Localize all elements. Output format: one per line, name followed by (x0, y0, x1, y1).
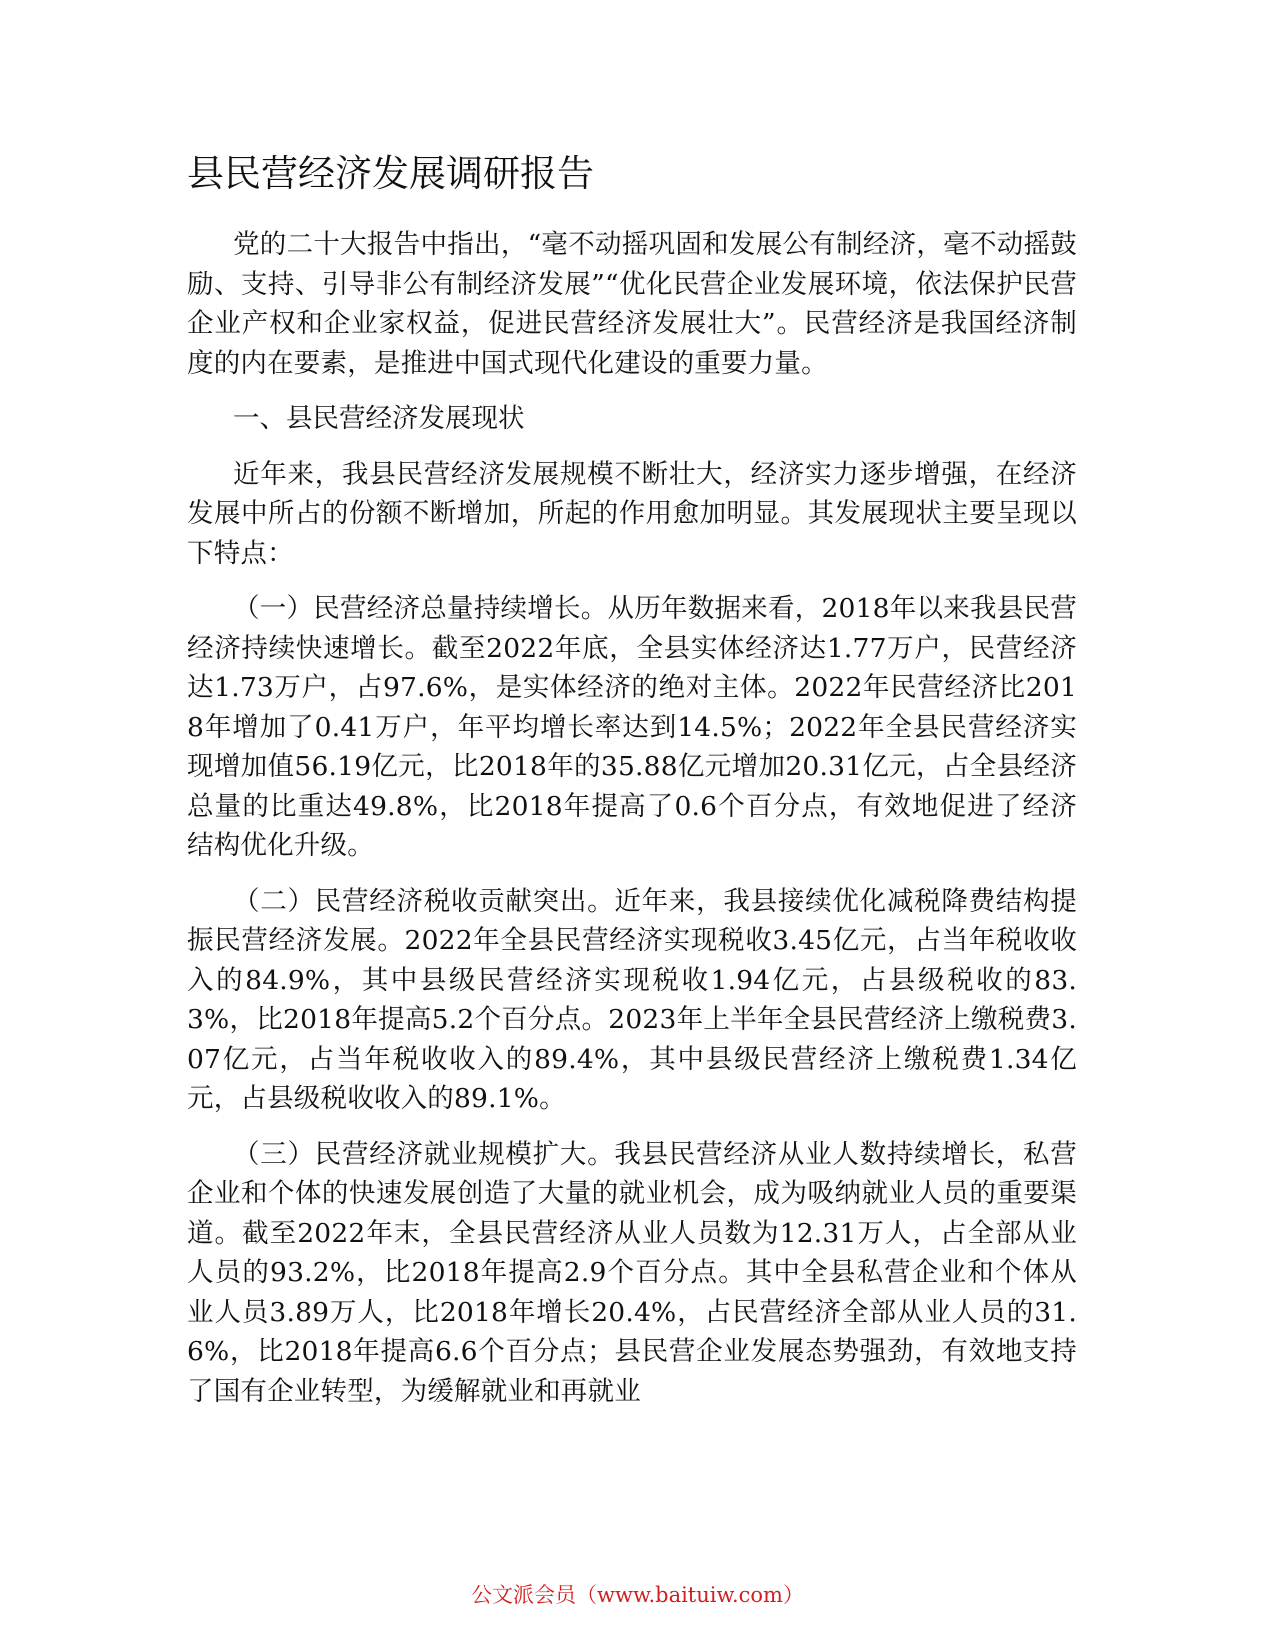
footer-watermark: 公文派会员（www.baituiw.com） (471, 1583, 804, 1607)
paragraph-intro: 党的二十大报告中指出，“毫不动摇巩固和发展公有制经济，毫不动摇鼓励、支持、引导非公有制经济发展”“优化民营企业发展环境，依法保护民营企业产权和企业家权益，促进民营经济发展壮大”。民营经济是我国经济制度的内在要素，是推进中国式现代化建设的重要力量。 (187, 229, 1077, 379)
document-title: 县民营经济发展调研报告 (187, 152, 594, 195)
paragraph-overview: 近年来，我县民营经济发展规模不断壮大，经济实力逐步增强，在经济发展中所占的份额不断增加，所起的作用愈加明显。其发展现状主要呈现以下特点： (187, 458, 1077, 569)
paragraph-point-3: （三）民营经济就业规模扩大。我县民营经济从业人数持续增长，私营企业和个体的快速发展创造了大量的就业机会，成为吸纳就业人员的重要渠道。截至2022年末，全县民营经济从业人员数为12.31万人，占全部从业人员的93.2%，比2018年提高2.9个百分点。其中全县私营企业和个体从业人员3.89万人，比2018年增长20.4%，占民营经济全部从业人员的31.6%，比2018年提高6.6个百分点；县民营企业发展态势强劲，有效地支持了国有企业转型，为缓解就业和再就业 (187, 1138, 1077, 1407)
document-body (187, 225, 1077, 1427)
paragraph-point-1: （一）民营经济总量持续增长。从历年数据来看，2018年以来我县民营经济持续快速增长。截至2022年底，全县实体经济达1.77万户，民营经济达1.73万户，占97.6%，是实体经济的绝对主体。2022年民营经济比2018年增加了0.41万户，年平均增长率达到14.5%；2022年全县民营经济实现增加值56.19亿元，比2018年的35.88亿元增加20.31亿元，占全县经济总量的比重达49.8%，比2018年提高了0.6个百分点，有效地促进了经济结构优化升级。 (187, 593, 1077, 861)
section-heading: 一、县民营经济发展现状 (233, 403, 525, 434)
paragraph-point-2: （二）民营经济税收贡献突出。近年来，我县接续优化减税降费结构提振民营经济发展。2022年全县民营经济实现税收3.45亿元，占当年税收收入的84.9%，其中县级民营经济实现税收1.94亿元，占县级税收的83.3%，比2018年提高5.2个百分点。2023年上半年全县民营经济上缴税费3.07亿元，占当年税收收入的89.4%，其中县级民营经济上缴税费1.34亿元，占县级税收收入的89.1%。 (187, 885, 1077, 1114)
